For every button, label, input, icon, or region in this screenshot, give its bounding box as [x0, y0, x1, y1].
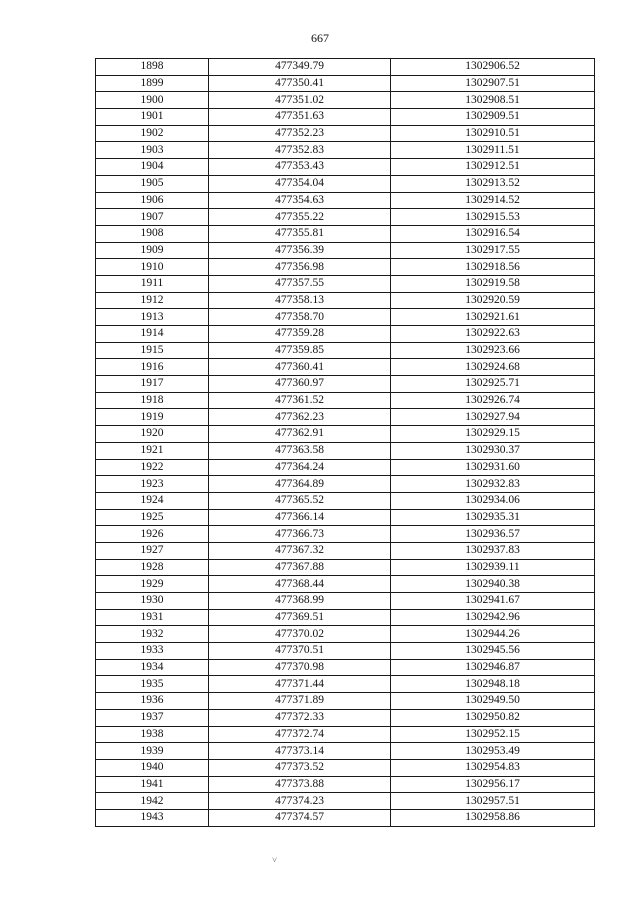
table-row [96, 492, 595, 509]
x-coordinate-cell: 477366.73 [209, 526, 391, 543]
table-row [96, 192, 595, 209]
x-coordinate-cell: 477367.32 [209, 542, 391, 559]
y-coordinate-cell: 1302913.52 [391, 175, 595, 192]
table-row [96, 242, 595, 259]
y-coordinate-cell: 1302953.49 [391, 743, 595, 760]
point-number-cell: 1905 [96, 175, 209, 192]
point-number-cell: 1909 [96, 242, 209, 259]
point-number-cell: 1918 [96, 392, 209, 409]
x-coordinate-cell: 477369.51 [209, 609, 391, 626]
y-coordinate-cell: 1302912.51 [391, 159, 595, 176]
x-coordinate-cell: 477355.81 [209, 225, 391, 242]
point-number-cell: 1906 [96, 192, 209, 209]
y-coordinate-cell: 1302917.55 [391, 242, 595, 259]
point-number-cell: 1899 [96, 75, 209, 92]
y-coordinate-cell: 1302935.31 [391, 509, 595, 526]
point-number-cell: 1925 [96, 509, 209, 526]
table-row [96, 559, 595, 576]
table-row [96, 109, 595, 126]
table-row [96, 726, 595, 743]
table-row [96, 676, 595, 693]
table-row [96, 426, 595, 443]
point-number-cell: 1903 [96, 142, 209, 159]
point-number-cell: 1915 [96, 342, 209, 359]
x-coordinate-cell: 477365.52 [209, 492, 391, 509]
point-number-cell: 1917 [96, 376, 209, 393]
table-row [96, 409, 595, 426]
table-row [96, 275, 595, 292]
point-number-cell: 1911 [96, 275, 209, 292]
x-coordinate-cell: 477370.98 [209, 659, 391, 676]
point-number-cell: 1919 [96, 409, 209, 426]
x-coordinate-cell: 477364.24 [209, 459, 391, 476]
y-coordinate-cell: 1302907.51 [391, 75, 595, 92]
coordinate-table [95, 58, 595, 827]
point-number-cell: 1931 [96, 609, 209, 626]
x-coordinate-cell: 477363.58 [209, 442, 391, 459]
y-coordinate-cell: 1302925.71 [391, 376, 595, 393]
point-number-cell: 1907 [96, 209, 209, 226]
table-row [96, 593, 595, 610]
y-coordinate-cell: 1302948.18 [391, 676, 595, 693]
point-number-cell: 1937 [96, 709, 209, 726]
x-coordinate-cell: 477356.39 [209, 242, 391, 259]
y-coordinate-cell: 1302921.61 [391, 309, 595, 326]
y-coordinate-cell: 1302950.82 [391, 709, 595, 726]
x-coordinate-cell: 477367.88 [209, 559, 391, 576]
table-row [96, 459, 595, 476]
table-row [96, 359, 595, 376]
x-coordinate-cell: 477371.44 [209, 676, 391, 693]
y-coordinate-cell: 1302958.86 [391, 809, 595, 826]
x-coordinate-cell: 477370.02 [209, 626, 391, 643]
table-row [96, 225, 595, 242]
x-coordinate-cell: 477357.55 [209, 275, 391, 292]
y-coordinate-cell: 1302931.60 [391, 459, 595, 476]
x-coordinate-cell: 477373.52 [209, 759, 391, 776]
point-number-cell: 1924 [96, 492, 209, 509]
x-coordinate-cell: 477373.14 [209, 743, 391, 760]
y-coordinate-cell: 1302956.17 [391, 776, 595, 793]
x-coordinate-cell: 477354.04 [209, 175, 391, 192]
y-coordinate-cell: 1302930.37 [391, 442, 595, 459]
point-number-cell: 1930 [96, 593, 209, 610]
x-coordinate-cell: 477368.44 [209, 576, 391, 593]
x-coordinate-cell: 477352.83 [209, 142, 391, 159]
y-coordinate-cell: 1302915.53 [391, 209, 595, 226]
table-row [96, 526, 595, 543]
table-row [96, 326, 595, 343]
table-row [96, 509, 595, 526]
y-coordinate-cell: 1302920.59 [391, 292, 595, 309]
x-coordinate-cell: 477372.74 [209, 726, 391, 743]
table-row [96, 142, 595, 159]
point-number-cell: 1922 [96, 459, 209, 476]
table-row [96, 159, 595, 176]
x-coordinate-cell: 477354.63 [209, 192, 391, 209]
table-row [96, 309, 595, 326]
point-number-cell: 1938 [96, 726, 209, 743]
table-row [96, 709, 595, 726]
y-coordinate-cell: 1302906.52 [391, 59, 595, 76]
y-coordinate-cell: 1302936.57 [391, 526, 595, 543]
x-coordinate-cell: 477371.89 [209, 693, 391, 710]
x-coordinate-cell: 477353.43 [209, 159, 391, 176]
x-coordinate-cell: 477373.88 [209, 776, 391, 793]
point-number-cell: 1920 [96, 426, 209, 443]
point-number-cell: 1916 [96, 359, 209, 376]
table-row [96, 476, 595, 493]
y-coordinate-cell: 1302934.06 [391, 492, 595, 509]
y-coordinate-cell: 1302949.50 [391, 693, 595, 710]
x-coordinate-cell: 477362.23 [209, 409, 391, 426]
footer-mark: ˅ [272, 855, 278, 865]
point-number-cell: 1910 [96, 259, 209, 276]
point-number-cell: 1901 [96, 109, 209, 126]
y-coordinate-cell: 1302940.38 [391, 576, 595, 593]
y-coordinate-cell: 1302937.83 [391, 542, 595, 559]
y-coordinate-cell: 1302924.68 [391, 359, 595, 376]
point-number-cell: 1935 [96, 676, 209, 693]
table-row [96, 376, 595, 393]
x-coordinate-cell: 477351.02 [209, 92, 391, 109]
x-coordinate-cell: 477372.33 [209, 709, 391, 726]
point-number-cell: 1908 [96, 225, 209, 242]
table-row [96, 659, 595, 676]
point-number-cell: 1902 [96, 125, 209, 142]
x-coordinate-cell: 477359.28 [209, 326, 391, 343]
y-coordinate-cell: 1302945.56 [391, 643, 595, 660]
y-coordinate-cell: 1302914.52 [391, 192, 595, 209]
point-number-cell: 1923 [96, 476, 209, 493]
point-number-cell: 1898 [96, 59, 209, 76]
x-coordinate-cell: 477358.70 [209, 309, 391, 326]
point-number-cell: 1921 [96, 442, 209, 459]
x-coordinate-cell: 477351.63 [209, 109, 391, 126]
point-number-cell: 1913 [96, 309, 209, 326]
table-row [96, 392, 595, 409]
table-row [96, 809, 595, 826]
x-coordinate-cell: 477350.41 [209, 75, 391, 92]
table-row [96, 693, 595, 710]
y-coordinate-cell: 1302929.15 [391, 426, 595, 443]
table-row [96, 292, 595, 309]
table-row [96, 92, 595, 109]
x-coordinate-cell: 477374.23 [209, 793, 391, 810]
point-number-cell: 1904 [96, 159, 209, 176]
point-number-cell: 1936 [96, 693, 209, 710]
table-row [96, 626, 595, 643]
y-coordinate-cell: 1302909.51 [391, 109, 595, 126]
x-coordinate-cell: 477352.23 [209, 125, 391, 142]
table-row [96, 609, 595, 626]
point-number-cell: 1900 [96, 92, 209, 109]
y-coordinate-cell: 1302939.11 [391, 559, 595, 576]
y-coordinate-cell: 1302944.26 [391, 626, 595, 643]
y-coordinate-cell: 1302918.56 [391, 259, 595, 276]
x-coordinate-cell: 477349.79 [209, 59, 391, 76]
y-coordinate-cell: 1302919.58 [391, 275, 595, 292]
point-number-cell: 1933 [96, 643, 209, 660]
y-coordinate-cell: 1302926.74 [391, 392, 595, 409]
table-row [96, 59, 595, 76]
point-number-cell: 1927 [96, 542, 209, 559]
x-coordinate-cell: 477358.13 [209, 292, 391, 309]
y-coordinate-cell: 1302952.15 [391, 726, 595, 743]
table-row [96, 576, 595, 593]
y-coordinate-cell: 1302911.51 [391, 142, 595, 159]
point-number-cell: 1914 [96, 326, 209, 343]
table-row [96, 125, 595, 142]
y-coordinate-cell: 1302910.51 [391, 125, 595, 142]
table-row [96, 442, 595, 459]
y-coordinate-cell: 1302942.96 [391, 609, 595, 626]
table-row [96, 209, 595, 226]
x-coordinate-cell: 477364.89 [209, 476, 391, 493]
x-coordinate-cell: 477368.99 [209, 593, 391, 610]
point-number-cell: 1939 [96, 743, 209, 760]
point-number-cell: 1912 [96, 292, 209, 309]
point-number-cell: 1941 [96, 776, 209, 793]
y-coordinate-cell: 1302932.83 [391, 476, 595, 493]
point-number-cell: 1926 [96, 526, 209, 543]
x-coordinate-cell: 477362.91 [209, 426, 391, 443]
coordinate-table-body [96, 59, 595, 827]
table-row [96, 759, 595, 776]
table-row [96, 259, 595, 276]
x-coordinate-cell: 477370.51 [209, 643, 391, 660]
point-number-cell: 1942 [96, 793, 209, 810]
y-coordinate-cell: 1302922.63 [391, 326, 595, 343]
y-coordinate-cell: 1302916.54 [391, 225, 595, 242]
table-row [96, 776, 595, 793]
point-number-cell: 1943 [96, 809, 209, 826]
x-coordinate-cell: 477366.14 [209, 509, 391, 526]
y-coordinate-cell: 1302957.51 [391, 793, 595, 810]
x-coordinate-cell: 477360.41 [209, 359, 391, 376]
table-row [96, 75, 595, 92]
table-row [96, 743, 595, 760]
y-coordinate-cell: 1302954.83 [391, 759, 595, 776]
x-coordinate-cell: 477355.22 [209, 209, 391, 226]
x-coordinate-cell: 477374.57 [209, 809, 391, 826]
table-row [96, 175, 595, 192]
table-row [96, 342, 595, 359]
point-number-cell: 1940 [96, 759, 209, 776]
y-coordinate-cell: 1302941.67 [391, 593, 595, 610]
table-row [96, 793, 595, 810]
point-number-cell: 1934 [96, 659, 209, 676]
x-coordinate-cell: 477359.85 [209, 342, 391, 359]
y-coordinate-cell: 1302923.66 [391, 342, 595, 359]
page-number: 667 [311, 31, 329, 45]
y-coordinate-cell: 1302946.87 [391, 659, 595, 676]
point-number-cell: 1932 [96, 626, 209, 643]
x-coordinate-cell: 477360.97 [209, 376, 391, 393]
table-row [96, 643, 595, 660]
x-coordinate-cell: 477356.98 [209, 259, 391, 276]
point-number-cell: 1929 [96, 576, 209, 593]
point-number-cell: 1928 [96, 559, 209, 576]
table-row [96, 542, 595, 559]
x-coordinate-cell: 477361.52 [209, 392, 391, 409]
y-coordinate-cell: 1302908.51 [391, 92, 595, 109]
y-coordinate-cell: 1302927.94 [391, 409, 595, 426]
